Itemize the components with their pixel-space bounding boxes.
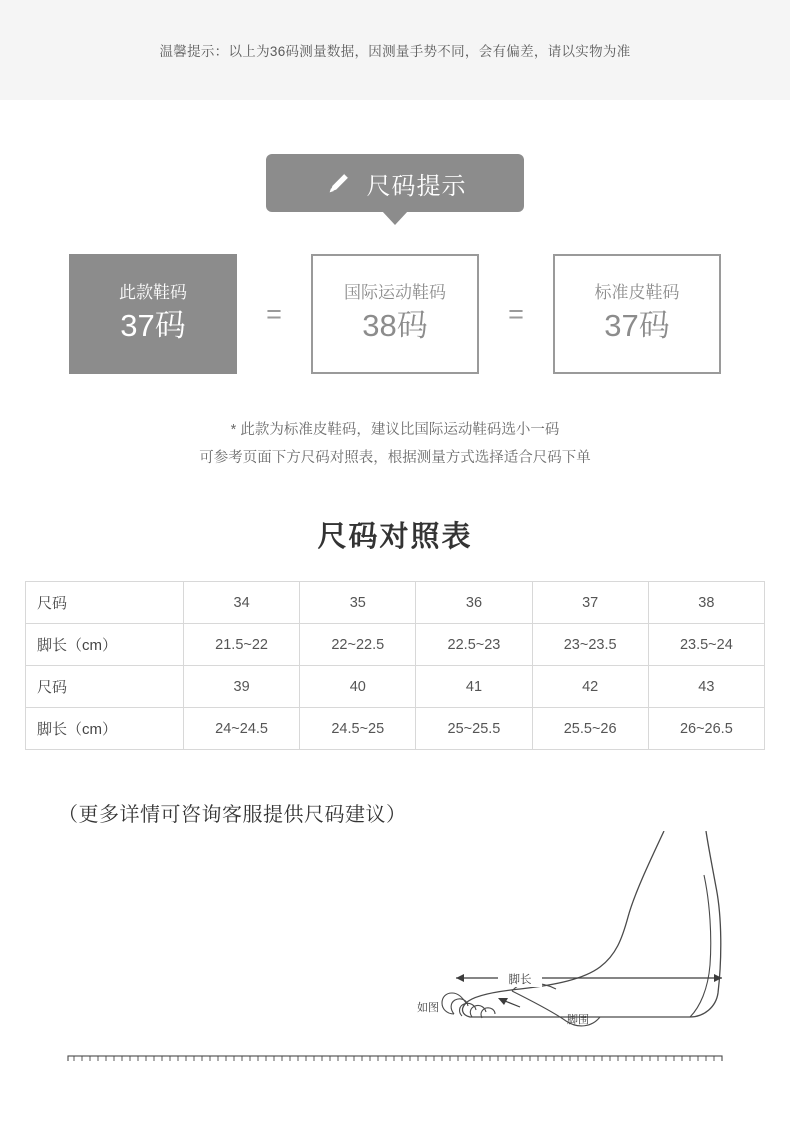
notice-bar xyxy=(0,0,790,100)
table-cell: 23~23.5 xyxy=(532,624,648,666)
table-cell: 41 xyxy=(416,666,532,708)
table-row-header: 脚长（cm） xyxy=(26,624,184,666)
table-cell: 35 xyxy=(300,582,416,624)
table-cell: 23.5~24 xyxy=(648,624,764,666)
table-cell: 22.5~23 xyxy=(416,624,532,666)
table-cell: 22~22.5 xyxy=(300,624,416,666)
size-box-international-sport xyxy=(311,254,479,374)
size-box-value: 38码 xyxy=(362,308,428,344)
table-cell: 21.5~22 xyxy=(184,624,300,666)
size-box-value: 37码 xyxy=(604,308,670,344)
foot-measurement-diagram xyxy=(0,831,790,1061)
table-cell: 26~26.5 xyxy=(648,708,764,750)
size-box-label: 此款鞋码 xyxy=(119,283,187,303)
table-cell: 36 xyxy=(416,582,532,624)
table-cell: 24.5~25 xyxy=(300,708,416,750)
size-boxes-row xyxy=(0,254,790,374)
table-row xyxy=(26,582,765,624)
size-box-current xyxy=(69,254,237,374)
table-cell: 34 xyxy=(184,582,300,624)
table-cell: 37 xyxy=(532,582,648,624)
size-box-label: 国际运动鞋码 xyxy=(344,283,446,303)
size-box-standard-leather xyxy=(553,254,721,374)
equals-sign-2: = xyxy=(508,298,524,329)
pencil-icon xyxy=(324,168,354,198)
ruler xyxy=(68,1056,722,1061)
size-table-heading: 尺码对照表 xyxy=(317,521,473,553)
table-row xyxy=(26,624,765,666)
size-box-label: 标准皮鞋码 xyxy=(594,283,680,303)
table-cell: 38 xyxy=(648,582,764,624)
table-cell: 39 xyxy=(184,666,300,708)
size-notes xyxy=(0,416,790,472)
table-cell: 24~24.5 xyxy=(184,708,300,750)
size-box-value: 37码 xyxy=(120,308,186,344)
table-cell: 42 xyxy=(532,666,648,708)
table-cell: 40 xyxy=(300,666,416,708)
foot-length-label: 脚长 xyxy=(508,974,532,986)
table-row xyxy=(26,666,765,708)
size-tip-title: 尺码提示 xyxy=(366,172,467,200)
size-tip-section xyxy=(0,154,790,212)
table-cell: 25~25.5 xyxy=(416,708,532,750)
size-tip-banner xyxy=(266,154,524,212)
table-row-header: 尺码 xyxy=(26,582,184,624)
notice-text: 温馨提示：以上为36码测量数据，因测量手势不同，会有偏差，请以实物为准 xyxy=(159,44,631,59)
equals-sign-1: = xyxy=(266,298,282,329)
table-cell: 43 xyxy=(648,666,764,708)
customer-service-note: （更多详情可咨询客服提供尺码建议） xyxy=(58,804,407,826)
table-row xyxy=(26,708,765,750)
foot-girth-label: 脚围 xyxy=(567,1014,589,1026)
size-chart-table xyxy=(25,581,765,750)
table-row-header: 脚长（cm） xyxy=(26,708,184,750)
size-note-line-1: * 此款为标准皮鞋码，建议比国际运动鞋码选小一码 xyxy=(230,422,560,438)
size-note-line-2: 可参考页面下方尺码对照表，根据测量方式选择适合尺码下单 xyxy=(199,450,591,466)
as-shown-label: 如图 xyxy=(417,1002,439,1014)
table-cell: 25.5~26 xyxy=(532,708,648,750)
table-row-header: 尺码 xyxy=(26,666,184,708)
